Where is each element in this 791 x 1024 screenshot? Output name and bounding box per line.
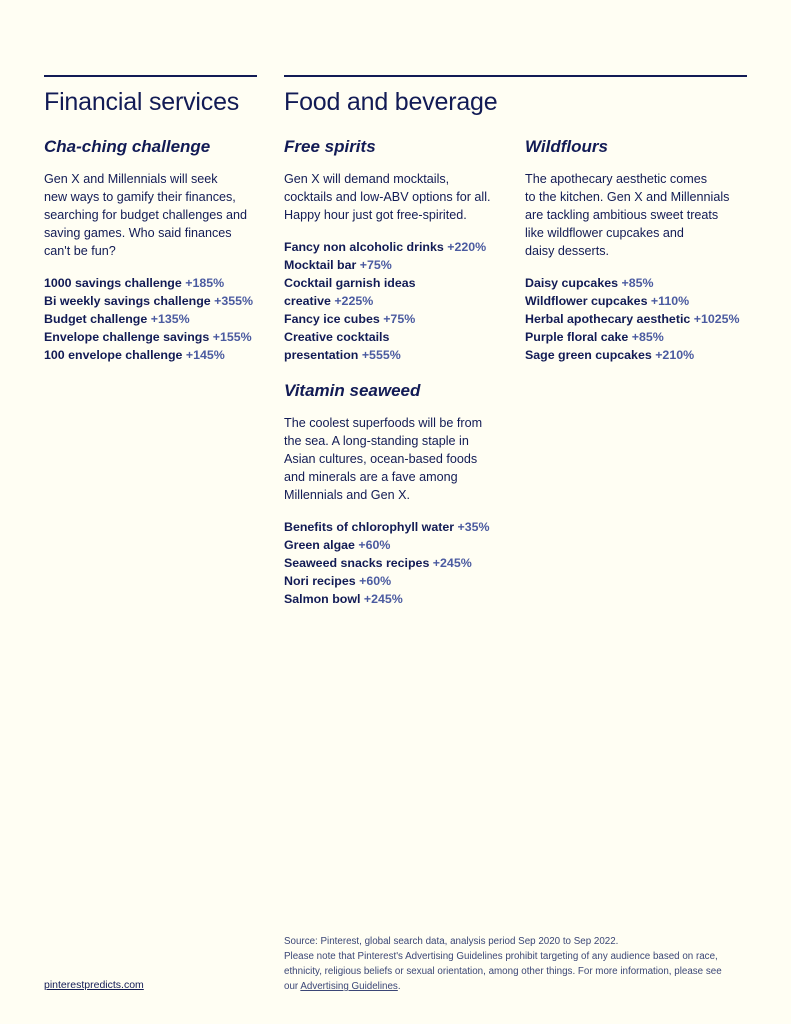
wildflours-title: Wildflours — [525, 137, 608, 156]
list-item: Sage green cupcakes +210% — [525, 348, 695, 362]
list-item: 100 envelope challenge +145% — [44, 348, 225, 362]
list-item: Purple floral cake +85% — [525, 330, 664, 344]
list-item: Creative cocktails presentation +555% — [284, 330, 401, 362]
footer-notes — [284, 934, 754, 994]
source-note: Source: Pinterest, global search data, analysis period Sep 2020 to Sep 2022. — [284, 936, 619, 947]
list-item: Benefits of chlorophyll water +35% — [284, 520, 490, 534]
list-item: Cocktail garnish ideas creative +225% — [284, 276, 416, 308]
wildflours-trend-list — [525, 274, 765, 364]
financial-section-title: Financial services — [44, 88, 240, 116]
vitamin-seaweed-title: Vitamin seaweed — [284, 381, 421, 400]
vitamin-seaweed-description: The coolest superfoods will be from the sea. A long-standing staple in Asian cultures, ocean-based foods and minerals are a fave among Millennials and Gen X. — [284, 416, 483, 502]
list-item: Bi weekly savings challenge +355% — [44, 294, 254, 308]
advertising-guidelines-link[interactable]: Advertising Guidelines — [300, 981, 398, 992]
cha-ching-trend-list — [44, 274, 274, 364]
list-item: Green algae +60% — [284, 538, 391, 552]
list-item: Envelope challenge savings +155% — [44, 330, 252, 344]
free-spirits-title: Free spirits — [284, 137, 376, 156]
list-item: Fancy ice cubes +75% — [284, 312, 416, 326]
list-item: Salmon bowl +245% — [284, 592, 403, 606]
list-item: Fancy non alcoholic drinks +220% — [284, 240, 487, 254]
wildflours-description: The apothecary aesthetic comes to the kitchen. Gen X and Millennials are tackling ambitious sweet treats like wildflower cupcakes and daisy desserts. — [525, 172, 730, 258]
free-spirits-trend-list — [284, 238, 514, 364]
advertising-disclaimer: Please note that Pinterest's Advertising Guidelines prohibit targeting of any audience based on race, ethnicity, religious beliefs or sexual orientation, among other things. For more information, please see our Advertising Guidelines. — [284, 951, 722, 992]
pinterestpredicts-link[interactable]: pinterestpredicts.com — [44, 979, 144, 991]
list-item: Budget challenge +135% — [44, 312, 190, 326]
list-item: Herbal apothecary aesthetic +1025% — [525, 312, 740, 326]
cha-ching-description: Gen X and Millennials will seek new ways to gamify their finances, searching for budget challenges and saving games. Who said finances can't be fun? — [44, 172, 248, 258]
food-rule — [284, 75, 747, 77]
list-item: Daisy cupcakes +85% — [525, 276, 654, 290]
food-section-title: Food and beverage — [284, 88, 498, 116]
list-item: 1000 savings challenge +185% — [44, 276, 225, 290]
cha-ching-title: Cha-ching challenge — [44, 137, 211, 156]
list-item: Seaweed snacks recipes +245% — [284, 556, 472, 570]
free-spirits-description: Gen X will demand mocktails, cocktails and low-ABV options for all. Happy hour just got free-spirited. — [284, 172, 491, 222]
list-item: Nori recipes +60% — [284, 574, 392, 588]
financial-rule — [44, 75, 257, 77]
list-item: Mocktail bar +75% — [284, 258, 392, 272]
list-item: Wildflower cupcakes +110% — [525, 294, 690, 308]
vitamin-seaweed-trend-list — [284, 518, 514, 608]
